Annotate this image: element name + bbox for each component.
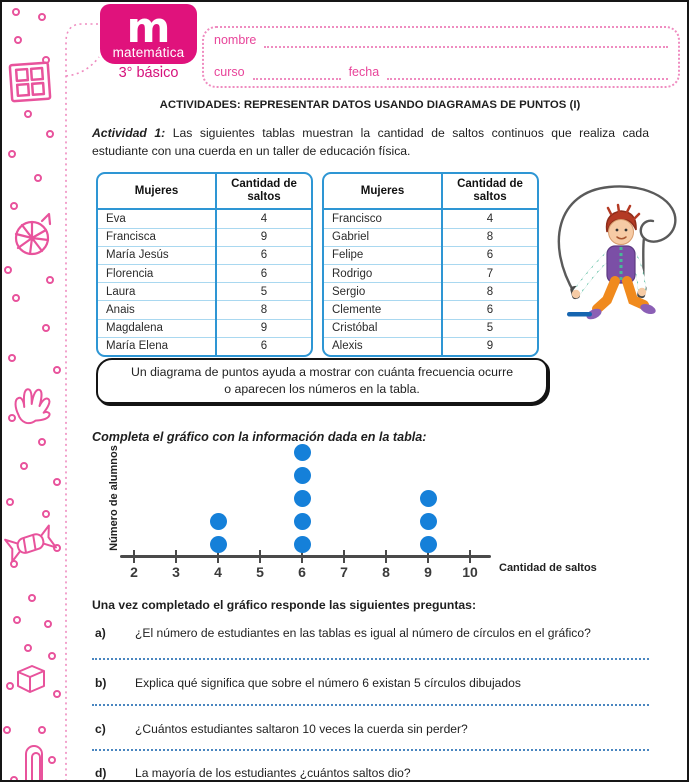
course-label: curso (214, 65, 245, 79)
column-header-jumps: Cantidad de saltos (442, 174, 537, 209)
table-row: Florencia 6 (98, 265, 311, 283)
kid-leg-left (597, 281, 615, 309)
table-row: Felipe 6 (324, 246, 537, 264)
data-dot (420, 536, 437, 553)
data-dot (420, 513, 437, 530)
logo-letter-m: m (126, 3, 171, 53)
kid-hand-left (572, 290, 580, 298)
activity-label: Actividad 1: (92, 126, 166, 140)
question-d-text: La mayoría de los estudiantes ¿cuántos saltos dio? (135, 766, 411, 780)
y-axis-label: Número de alumnos (108, 445, 120, 551)
callout-line1: Un diagrama de puntos ayuda a mostrar con cuánta frecuencia ocurre (130, 365, 514, 380)
chart-instruction: Completa el gráfico con la información dada en la tabla: (92, 430, 427, 444)
question-a-letter: a) (95, 626, 106, 640)
table-header-row (324, 174, 537, 209)
question-c-letter: c) (95, 722, 106, 736)
axis-tick-label: 6 (298, 564, 306, 580)
table-row: Alexis 9 (324, 337, 537, 355)
activity-paragraph (92, 124, 649, 161)
answer-line-c (92, 749, 649, 751)
axis-tick-label: 8 (382, 564, 390, 580)
column-header-jumps: Cantidad de saltos (216, 174, 311, 209)
question-d (95, 766, 650, 780)
axis-tick-label: 5 (256, 564, 264, 580)
axis-tick (133, 550, 135, 563)
axis-tick-label: 7 (340, 564, 348, 580)
table-header-row (98, 174, 311, 209)
question-b-text: Explica qué significa que sobre el número 6 existan 5 círculos dibujados (135, 676, 521, 690)
logo-brand-text: matemática (112, 45, 185, 60)
data-dot (210, 513, 227, 530)
table-row: Clemente 6 (324, 301, 537, 319)
table-row: María Jesús 6 (98, 246, 311, 264)
axis-tick-label: 10 (462, 564, 478, 580)
callout-box (96, 358, 548, 404)
kid-shadow (567, 312, 592, 317)
worksheet-title: ACTIVIDADES: REPRESENTAR DATOS USANDO DIAGRAMAS DE PUNTOS (I) (159, 99, 581, 111)
table-row: María Elena 6 (98, 337, 311, 355)
data-dot (294, 536, 311, 553)
kid-head (609, 220, 634, 245)
table-row: Eva 4 (98, 209, 311, 228)
axis-tick (259, 550, 261, 563)
callout-line2: o aparecen los números en la tabla. (224, 382, 420, 396)
table-girls (96, 172, 313, 357)
table-row: Gabriel 8 (324, 228, 537, 246)
activity-text: Las siguientes tablas muestran la cantidad de saltos continuos que realiza cada estudiante con una cuerda en un taller de educación física. (92, 126, 649, 159)
question-a-text: ¿El número de estudiantes en las tablas es igual al número de círculos en el gráfico? (135, 626, 591, 640)
table-row: Rodrigo 7 (324, 265, 537, 283)
table-row: Francisco 4 (324, 209, 537, 228)
date-label: fecha (348, 65, 380, 79)
axis-tick (469, 550, 471, 563)
jumping-rope-kid-illustration (547, 174, 689, 349)
question-a (95, 626, 650, 640)
table-row: Laura 5 (98, 283, 311, 301)
answer-line-b (92, 704, 649, 706)
name-write-line (264, 32, 668, 48)
table-row: Francisca 9 (98, 228, 311, 246)
question-c (95, 722, 650, 736)
axis-tick-label: 3 (172, 564, 180, 580)
column-header-name: Mujeres (324, 174, 442, 209)
column-header-name: Mujeres (98, 174, 216, 209)
question-b (95, 676, 650, 690)
question-c-text: ¿Cuántos estudiantes saltaron 10 veces la cuerda sin perder? (135, 722, 468, 736)
table-row: Sergio 8 (324, 283, 537, 301)
axis-tick (385, 550, 387, 563)
questions-intro: Una vez completado el gráfico responde las siguientes preguntas: (92, 598, 477, 612)
data-dot (210, 536, 227, 553)
data-dot (294, 444, 311, 461)
axis-tick-label: 2 (130, 564, 138, 580)
axis-tick (175, 550, 177, 563)
question-b-letter: b) (95, 676, 107, 690)
data-dot (294, 467, 311, 484)
kid-hand-right (638, 288, 646, 296)
question-d-letter: d) (95, 766, 107, 780)
table-row: Cristóbal 5 (324, 319, 537, 337)
answer-line-a (92, 658, 649, 660)
dot-plot-chart (90, 440, 665, 592)
table-row: Anais 8 (98, 301, 311, 319)
data-dot (420, 490, 437, 507)
table-boys (322, 172, 539, 357)
axis-tick (343, 550, 345, 563)
grade-label: 3° básico (118, 65, 179, 81)
student-info-box (202, 26, 680, 88)
x-axis-label: Cantidad de saltos (499, 562, 597, 574)
name-label: nombre (214, 33, 257, 47)
axis-tick-label: 4 (214, 564, 222, 580)
course-write-line (253, 64, 341, 80)
table-row: Magdalena 9 (98, 319, 311, 337)
data-dot (294, 513, 311, 530)
data-dot (294, 490, 311, 507)
date-write-line (387, 64, 668, 80)
brand-logo (100, 4, 197, 64)
axis-tick-label: 9 (424, 564, 432, 580)
